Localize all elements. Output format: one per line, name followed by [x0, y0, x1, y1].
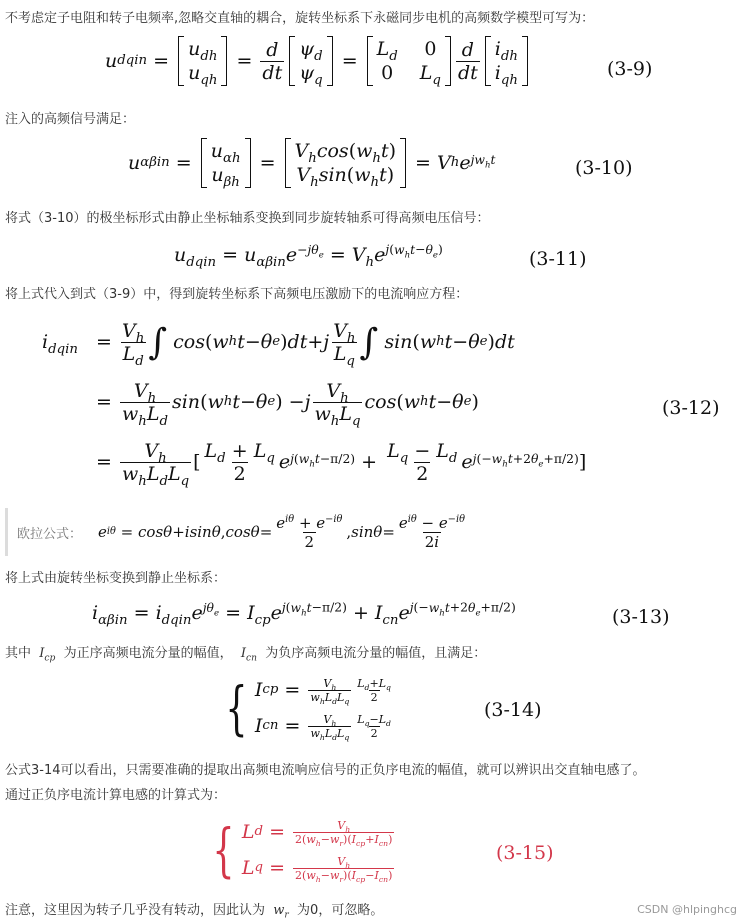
equation-3-10: u αβin = $u_{\alpha h}$ $u_{\beta h}$ = $V_h\cos(w_ht)$ $V_h\sin(w_ht)$ = V h e $jw_ht$ — [128, 140, 496, 190]
equation-3-15: { L d = $\frac{V_h}{2(w_h-w_r)(I_{cp}+I_{cn})}$ L q = $\frac{V_h}{2(w_h-w_r)(I_{cp}-I_{cn})}$ — [212, 816, 393, 884]
text-positive-seq: 为正序高频电流分量的幅值， — [63, 646, 233, 661]
equation-number-3-12: (3-12) — [662, 397, 720, 419]
paragraph-calc-intro: 通过正负序电流计算电感的计算式为： — [5, 788, 227, 803]
equation-3-9: u dqin = $u_{dh}$ $u_{qh}$ = $\frac{d}{dt}$ $\psi_d$ $\psi_q$ = $L_d$ 0 0 $L_q$ $\frac{d}{dt}$ $i_{dh}$ $i_{qh}$ — [105, 36, 531, 86]
equation-3-14: { I cp = $\frac{V_h}{w_hL_dL_q}$ $\frac{L_d+L_q}{2}$ I cn = $\frac{V_h}{w_hL_dL_q}$ $\frac{L_q-L_d}{2}$ — [225, 674, 391, 742]
paragraph-transform: 将式（3-10）的极坐标形式由静止坐标轴系变换到同步旋转轴系可得高频电压信号： — [5, 211, 490, 226]
paragraph-injected-signal: 注入的高频信号满足： — [5, 112, 136, 127]
euler-formula: 欧拉公式： e iθ = cosθ + isinθ , cosθ = $\frac{e^{i\theta} + e^{-i\theta}}{2}$ , sinθ = $\frac{e^{i\theta} - e^{-i\theta}}{2i}$ — [17, 513, 465, 551]
equation-number-3-10: (3-10) — [575, 157, 633, 179]
equation-number-3-14: (3-14) — [484, 699, 542, 721]
paragraph-note: 注意，这里因为转子几乎没有转动，因此认为 $w_r$ 为0，可忽略。 — [5, 903, 384, 921]
watermark: CSDN @hlpinghcg — [637, 903, 737, 916]
quote-bar — [5, 508, 8, 556]
paragraph-substitute: 将上式代入到式（3-9）中，得到旋转坐标系下高频电压激励下的电流响应方程： — [5, 287, 469, 302]
intro-paragraph: 不考虑定子电阻和转子电频率,忽略交直轴的耦合，旋转坐标系下永磁同步电机的高频数学模型可写为： — [5, 11, 595, 26]
text-note-pre: 注意，这里因为转子几乎没有转动，因此认为 — [5, 903, 266, 918]
text-qizhong: 其中 — [5, 646, 32, 661]
equation-number-3-13: (3-13) — [612, 606, 670, 628]
equation-number-3-11: (3-11) — [529, 248, 587, 270]
text-negative-seq: 为负序高频电流分量的幅值，且满足： — [265, 646, 487, 661]
paragraph-to-stationary: 将上式由旋转坐标变换到静止坐标系： — [5, 571, 227, 586]
equation-3-11: $u_{dqin} = u_{\alpha\beta in}e^{-j\theta_e} = V_he^{j(w_ht-\theta_e)}$ — [174, 242, 443, 270]
equation-number-3-15: (3-15) — [496, 842, 554, 864]
equation-3-12: $i_{dqin}$ = $\frac{V_h}{L_d}$ ∫ cos ( w h t − θ e ) dt + j $\frac{V_h}{L_q}$ ∫ sin ( w h t − θ e ) dt = $\frac{V_h}{w_hL_d}$ sin ( w h t − θ e ) − j $\frac{V_h}{w_hL_q}$ cos ( w h t − θ e ) = $\frac{V_h}{w_hL_dL_q}$ [ $\frac{L_d + L_q}{2}$ e $j(w_ht-\pi/2)$ + $\frac{L_q - L_d}{2}$ e $j(-w_ht+2\theta_e+\pi/2)$ ] — [42, 319, 587, 489]
euler-label: 欧拉公式： — [17, 526, 83, 542]
equation-3-13: $i_{\alpha\beta in} = i_{dqin}e^{j\theta_e} = I_{cp}e^{j(w_ht-\pi/2)} + I_{cn}e^{j(-w_ht+2\theta_e+\pi/2)}$ — [92, 600, 516, 628]
paragraph-amplitudes: 其中 $I_{cp}$ 为正序高频电流分量的幅值， $I_{cn}$ 为负序高频电流分量的幅值，且满足： — [5, 646, 487, 664]
paragraph-conclusion: 公式3-14可以看出，只需要准确的提取出高频电流响应信号的正负序电流的幅值，就可以辨识出交直轴电感了。 — [5, 763, 646, 778]
text-note-post: 为0，可忽略。 — [297, 903, 384, 918]
equation-number-3-9: (3-9) — [607, 58, 653, 80]
